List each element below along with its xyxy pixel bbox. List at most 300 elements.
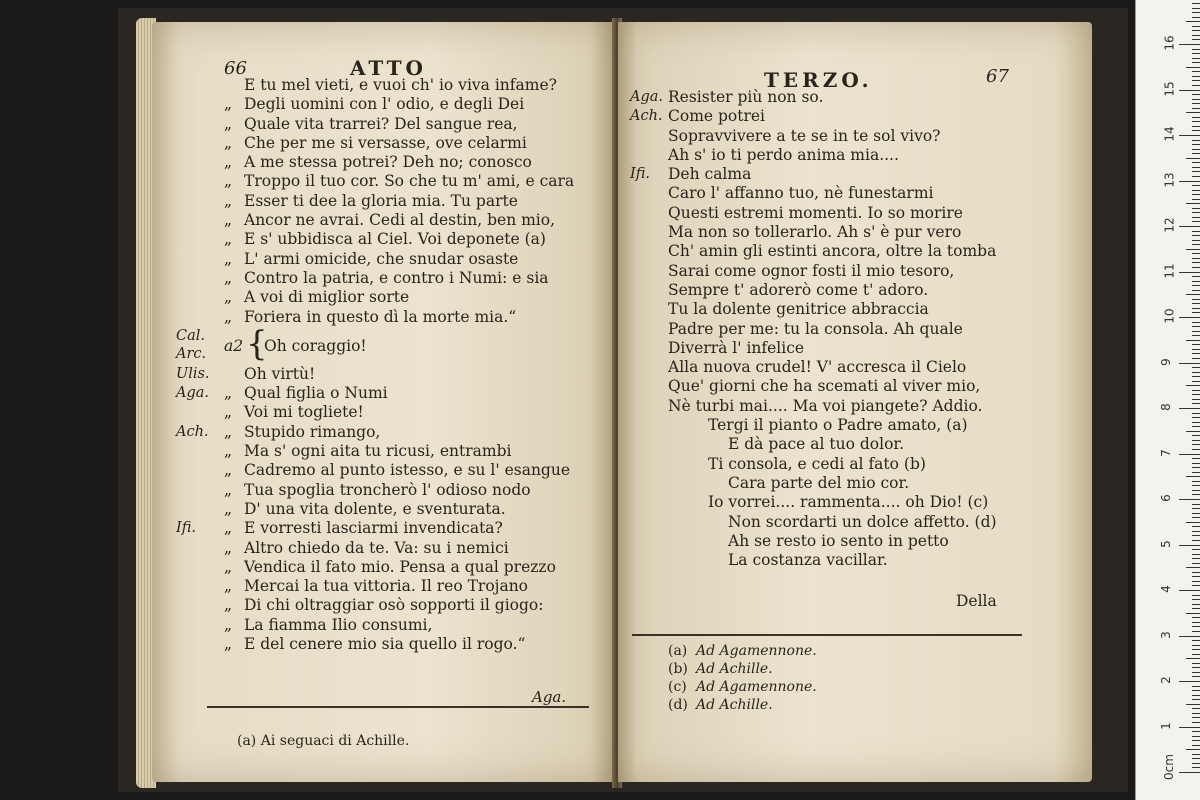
verse-text: Sopravvivere a te se in te sol vivo? [668,126,941,145]
verse-line [668,435,1068,454]
ruler-tick [1192,617,1200,618]
verse-text: Tua spoglia troncherò l' odioso nodo [244,480,531,499]
verse-line [668,551,1068,570]
ruler-tick [1192,35,1200,36]
ruler-tick [1192,745,1200,746]
ruler-tick [1192,540,1200,541]
a2-marker: a2 [224,336,244,355]
quote-mark: „ [224,557,233,576]
footnote-text: Ad Agamennone. [696,679,817,695]
quote-mark: „ [224,114,233,133]
ruler-number: 8 [1158,403,1173,411]
ruler-tick [1192,331,1200,332]
ruler-tick [1192,563,1200,564]
ruler-tick [1192,299,1200,300]
verse-line [224,269,604,288]
ruler-tick [1192,130,1200,131]
verse-line [224,577,604,596]
ruler-tick [1192,531,1200,532]
verse-line [224,558,604,577]
verse-text: Degli uomini con l' odio, e degli Dei [244,95,525,114]
verse-line [224,461,604,480]
verse-line [668,184,1068,203]
left-text-block [176,76,604,654]
ruler-tick [1192,708,1200,709]
ruler-tick [1192,572,1200,573]
quote-mark: „ [224,211,233,230]
ruler-tick [1192,190,1200,191]
verse-text: A me stessa potrei? Deh no; conosco [244,153,532,172]
ruler-tick [1192,244,1200,245]
ruler-number: 10 [1162,308,1177,324]
quote-mark: „ [224,384,233,403]
speaker-label: Aga. [176,385,210,402]
footnote-rule-right [632,634,1022,636]
ruler-tick [1179,636,1200,637]
verse-text: Ti consola, e cedi al fato (b) [708,454,926,473]
ruler-tick [1186,340,1200,341]
verse-line [668,377,1068,396]
verse-text: E s' ubbidisca al Ciel. Voi deponete (a) [244,230,546,249]
verse-line [630,165,1068,184]
verse-line [668,320,1068,339]
verse-text: Di chi oltraggiar osò sopporti il giogo: [244,596,544,615]
quote-mark: „ [224,95,233,114]
ruler-tick [1192,281,1200,282]
speaker-label: Aga. [630,89,664,105]
ruler-tick [1192,535,1200,536]
quote-mark: „ [224,480,233,499]
verse-line [668,513,1068,532]
ruler-tick [1192,585,1200,586]
verse-text: Sarai come ognor fosti il mio tesoro, [668,261,955,280]
verse-line [176,384,604,403]
ruler-tick [1192,599,1200,600]
ruler-tick [1192,740,1200,741]
ruler-tick [1186,431,1200,432]
verse-line [668,358,1068,377]
ruler-tick [1192,467,1200,468]
ruler-tick [1192,381,1200,382]
ruler-tick [1192,71,1200,72]
verse-text: Oh virtù! [244,364,316,383]
verse-text: Quale vita trarrei? Del sangue rea, [244,114,518,133]
ruler-number: 9 [1158,357,1173,366]
quote-mark: „ [224,499,233,518]
verse-text: La costanza vacillar. [728,551,888,570]
ruler-tick [1192,162,1200,163]
quote-mark: „ [224,191,233,210]
ruler-tick [1192,80,1200,81]
verse-text: Oh coraggio! [264,336,367,355]
ruler-tick [1186,522,1200,523]
verse-line [668,493,1068,512]
footnote [668,678,817,696]
ruler-tick [1192,667,1200,668]
quote-mark: „ [224,403,233,422]
ruler-tick [1192,262,1200,263]
bracket-block [176,323,604,365]
ruler-tick [1192,376,1200,377]
verse-text: Alla nuova crudel! V' accresca il Cielo [668,358,967,377]
ruler-tick [1192,49,1200,50]
verse-line [176,519,604,538]
quote-mark: „ [224,461,233,480]
ruler-tick [1192,526,1200,527]
quote-mark: „ [224,596,233,615]
ruler-tick [1192,722,1200,723]
ruler-number: 14 [1162,126,1177,142]
quote-mark: „ [224,538,233,557]
ruler-tick [1192,472,1200,473]
footnote-text: Ad Achille. [696,697,773,713]
ruler-tick [1192,554,1200,555]
quote-mark: „ [224,577,233,596]
ruler-number: 16 [1162,35,1177,51]
ruler-tick [1192,440,1200,441]
ruler-number: 13 [1162,171,1177,188]
verse-text: Sempre t' adorerò come t' adoro. [668,280,929,299]
verse-text: Vendica il fato mio. Pensa a qual prezzo [244,557,556,576]
verse-text: Come potrei [668,107,766,126]
ruler-tick [1192,312,1200,313]
running-head-left: ATTO [350,56,427,80]
ruler-tick [1192,217,1200,218]
verse-text: Ah se resto io sento in petto [728,531,949,550]
ruler-tick [1192,622,1200,623]
ruler-tick [1192,422,1200,423]
verse-text: D' una vita dolente, e sventurata. [244,499,506,518]
verse-line [630,107,1068,126]
footnote-mark: (d) [668,697,688,713]
ruler-tick [1192,695,1200,696]
verse-text: Ah s' io ti perdo anima mia.... [668,145,899,164]
verse-text: Questi estremi momenti. Io so morire [668,203,963,222]
speaker-label: Ach. [176,423,209,440]
ruler-tick [1192,758,1200,759]
ruler-tick [1192,253,1200,254]
ruler-tick [1192,344,1200,345]
ruler-tick [1192,604,1200,605]
verse-line [224,403,604,422]
ruler-tick [1192,276,1200,277]
running-head-right: TERZO. [764,68,873,92]
footnote-left: (a) Ai seguaci di Achille. [237,733,410,749]
ruler-tick [1192,449,1200,450]
ruler-tick [1192,399,1200,400]
ruler-number: 1 [1158,721,1173,730]
verse-text: Cadremo al punto istesso, e su l' esangue [244,461,571,480]
verse-text: Padre per me: tu la consola. Ah quale [668,319,963,338]
speaker-label: Cal. [176,327,205,344]
ruler-tick [1192,767,1200,768]
right-footnotes [668,642,817,714]
ruler-tick [1192,358,1200,359]
ruler-tick [1192,631,1200,632]
quote-mark: „ [224,519,233,538]
verse-line [224,288,604,307]
ruler-tick [1192,517,1200,518]
ruler-tick [1192,12,1200,13]
ruler-tick [1192,413,1200,414]
footnote-mark: (c) [668,679,687,695]
quote-mark: „ [224,268,233,287]
verse-text: Cara parte del mio cor. [728,473,910,492]
ruler-tick [1192,645,1200,646]
ruler-number: 6 [1158,494,1173,502]
verse-text: E del cenere mio sia quello il rogo.“ [244,635,526,654]
book-spread [118,8,1128,792]
verse-line [668,455,1068,474]
ruler-tick [1186,749,1200,750]
ruler-tick [1192,185,1200,186]
ruler-tick [1192,290,1200,291]
ruler-tick [1192,221,1200,222]
verse-text: Mercai la tua vittoria. Il reo Trojano [244,577,529,596]
ruler-tick [1192,754,1200,755]
verse-line [176,364,604,384]
verse-line [224,230,604,249]
ruler-tick [1192,17,1200,18]
ruler-tick [1192,435,1200,436]
ruler-tick [1192,549,1200,550]
ruler-tick [1179,772,1200,773]
ruler-tick [1192,676,1200,677]
ruler-tick [1186,658,1200,659]
ruler-tick [1192,121,1200,122]
ruler-tick [1186,158,1200,159]
ruler-tick [1186,476,1200,477]
verse-line [668,262,1068,281]
ruler-tick [1192,763,1200,764]
quote-mark: „ [224,288,233,307]
ruler-tick [1192,167,1200,168]
ruler-tick [1192,485,1200,486]
footnote [668,660,817,678]
ruler-tick [1192,303,1200,304]
verse-text: Caro l' affanno tuo, nè funestarmi [668,184,934,203]
footnote-mark: (a) [668,643,688,659]
right-page [618,22,1092,782]
ruler-tick [1179,590,1200,591]
catchword-left: Aga. [532,688,567,706]
ruler-tick [1192,30,1200,31]
ruler-tick [1192,58,1200,59]
ruler-unit-label: 0cm [1161,754,1176,780]
ruler-tick [1192,736,1200,737]
ruler-tick [1192,153,1200,154]
ruler-number: 11 [1162,262,1177,279]
verse-text: E dà pace al tuo dolor. [728,435,905,454]
ruler-tick [1192,458,1200,459]
verse-line [224,596,604,615]
verse-text: Che per me si versasse, ove celarmi [244,133,527,152]
verse-line [224,76,604,95]
verse-text: Stupido rimango, [244,422,381,441]
ruler-tick [1192,85,1200,86]
measurement-ruler [1135,0,1200,800]
ruler-tick [1192,267,1200,268]
ruler-tick [1192,595,1200,596]
quote-mark: „ [224,442,233,461]
ruler-tick [1192,103,1200,104]
verse-text: La fiamma Ilio consumi, [244,615,433,634]
ruler-tick [1192,140,1200,141]
ruler-tick [1192,39,1200,40]
ruler-tick [1192,394,1200,395]
ruler-tick [1192,349,1200,350]
ruler-tick [1179,181,1200,182]
ruler-tick [1192,686,1200,687]
verse-text: Diverrà l' infelice [668,338,805,357]
speaker-label: Ulis. [176,365,210,382]
verse-text: E tu mel vieti, e vuoi ch' io viva infame? [244,76,557,94]
ruler-tick [1192,426,1200,427]
ruler-tick [1192,576,1200,577]
ruler-tick [1192,322,1200,323]
quote-mark: „ [224,172,233,191]
ruler-tick [1179,727,1200,728]
ruler-tick [1192,53,1200,54]
ruler-tick [1192,258,1200,259]
ruler-tick [1192,444,1200,445]
ruler-tick [1192,99,1200,100]
verse-line [224,172,604,191]
quote-mark: „ [224,230,233,249]
verse-text: L' armi omicide, che snudar osaste [244,249,519,268]
ruler-number: 4 [1158,585,1173,593]
quote-mark: „ [224,133,233,152]
ruler-tick [1192,76,1200,77]
verse-line [668,339,1068,358]
ruler-tick [1186,249,1200,250]
right-text-block [630,88,1068,570]
ruler-tick [1186,203,1200,204]
verse-line [224,308,604,327]
ruler-tick [1192,94,1200,95]
ruler-tick [1192,367,1200,368]
ruler-tick [1192,149,1200,150]
ruler-tick [1192,699,1200,700]
verse-text: Contro la patria, e contro i Numi: e sia [244,268,549,287]
ruler-tick [1186,613,1200,614]
ruler-tick [1186,704,1200,705]
quote-mark: „ [224,153,233,172]
ruler-tick [1192,171,1200,172]
ruler-tick [1192,558,1200,559]
verse-line [224,192,604,211]
verse-text: Qual figlia o Numi [244,384,388,403]
ruler-tick [1192,390,1200,391]
ruler-tick [1192,176,1200,177]
verse-text: Voi mi togliete! [244,403,364,422]
verse-line [668,416,1068,435]
verse-line [224,635,604,654]
ruler-tick [1192,581,1200,582]
verse-line [224,442,604,461]
ruler-tick [1192,649,1200,650]
footnote [668,696,817,714]
ruler-number: 12 [1162,217,1177,233]
ruler-tick [1186,294,1200,295]
ruler-tick [1192,208,1200,209]
ruler-number: 7 [1158,448,1173,457]
verse-line [224,134,604,153]
ruler-tick [1179,135,1200,136]
ruler-tick [1192,199,1200,200]
verse-line [224,616,604,635]
footnote-text: Ad Agamennone. [696,643,817,659]
quote-mark: „ [224,635,233,654]
ruler-tick [1186,21,1200,22]
speaker-label: Arc. [176,345,207,362]
ruler-tick [1192,626,1200,627]
speaker-label: Ifi. [176,520,197,537]
verse-line [224,500,604,519]
ruler-tick [1192,490,1200,491]
ruler-tick [1192,26,1200,27]
verse-text: Esser ti dee la gloria mia. Tu parte [244,191,518,210]
ruler-tick [1192,326,1200,327]
verse-text: Que' giorni che ha scemati al viver mio, [668,377,981,396]
ruler-tick [1179,681,1200,682]
verse-text: Deh calma [668,165,752,184]
page-number-right: 67 [986,66,1009,87]
verse-text: Resister più non so. [668,88,824,106]
ruler-tick [1179,44,1200,45]
ruler-tick [1179,226,1200,227]
verse-text: Ma non so tollerarlo. Ah s' è pur vero [668,223,962,242]
ruler-tick [1192,417,1200,418]
verse-line [668,397,1068,416]
ruler-tick [1192,663,1200,664]
ruler-tick [1192,194,1200,195]
ruler-tick [1192,308,1200,309]
quote-mark: „ [224,307,233,326]
verse-text: Tu la dolente genitrice abbraccia [668,300,929,319]
ruler-tick [1192,508,1200,509]
verse-line [668,532,1068,551]
ruler-tick [1192,654,1200,655]
ruler-tick [1192,463,1200,464]
ruler-tick [1192,212,1200,213]
ruler-tick [1179,272,1200,273]
verse-text: E vorresti lasciarmi invendicata? [244,519,503,538]
ruler-tick [1192,640,1200,641]
ruler-tick [1186,67,1200,68]
ruler-tick [1186,385,1200,386]
footnote-text: Ad Achille. [696,661,773,677]
ruler-tick [1192,117,1200,118]
ruler-tick [1192,504,1200,505]
ruler-tick [1192,717,1200,718]
verse-text: Io vorrei.... rammenta.... oh Dio! (c) [708,493,989,512]
verse-line [176,422,604,442]
ruler-tick [1192,731,1200,732]
verse-text: Foriera in questo dì la morte mia.“ [244,307,517,326]
ruler-tick [1179,545,1200,546]
ruler-tick [1192,690,1200,691]
verse-line [224,153,604,172]
left-footnote-area [207,732,587,750]
verse-line [224,539,604,558]
ruler-tick [1186,567,1200,568]
ruler-tick [1192,403,1200,404]
verse-text: Ma s' ogni aita tu ricusi, entrambi [244,442,512,461]
ruler-tick [1192,231,1200,232]
verse-line [224,481,604,500]
ruler-tick [1192,285,1200,286]
